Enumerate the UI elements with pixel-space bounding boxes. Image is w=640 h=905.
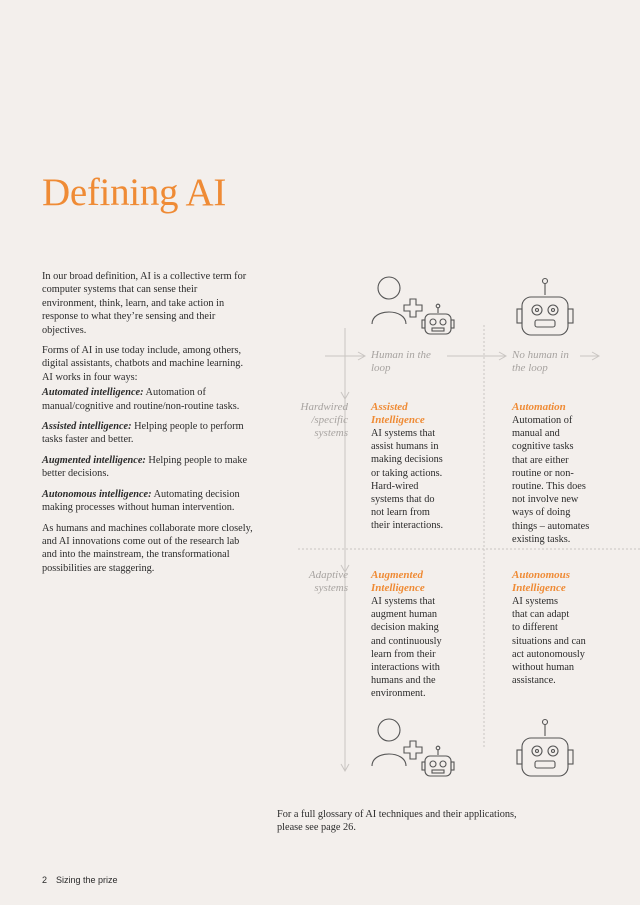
- cell-automation: [512, 401, 589, 546]
- row-label-adaptive: Adaptive systems: [308, 569, 348, 594]
- column-label-no-human: No human in the loop: [512, 349, 569, 374]
- definition-text: Helping people to make better decisions.: [42, 454, 248, 480]
- column-label-human-in-loop: Human in the loop: [371, 349, 431, 374]
- human-with-robot-icon: [368, 714, 458, 784]
- definition-term: Assisted intelligence:: [42, 421, 132, 433]
- page-title: Defining AI: [42, 171, 227, 214]
- glossary-footnote: For a full glossary of AI techniques and their applications, please see page 26.: [277, 809, 517, 834]
- cell-title: Augmented Intelligence: [371, 569, 425, 594]
- robot-icon: [510, 716, 580, 786]
- definition-term: Augmented intelligence:: [42, 454, 146, 466]
- cell-body: Automation of manual and cognitive tasks that are either routine or non- routine. This does not involve new ways of doing things – automates existing tasks.: [512, 415, 590, 545]
- intro-paragraph: Forms of AI in use today include, among others, digital assistants, chatbots and machine learning. AI works in four ways:: [42, 345, 244, 383]
- definition-text: Automating decision making processes without human intervention.: [42, 488, 240, 514]
- intro-paragraph: As humans and machines collaborate more closely, and AI innovations come out of the research lab and into the mainstream, the transformational possibilities are staggering.: [42, 522, 253, 574]
- robot-icon: [510, 275, 580, 345]
- definition-term: Automated intelligence:: [42, 387, 144, 399]
- cell-augmented-intelligence: [371, 569, 442, 701]
- page-number: 2: [42, 875, 48, 885]
- cell-title: Autonomous Intelligence: [512, 569, 571, 594]
- human-with-robot-icon: [368, 272, 458, 342]
- section-name: Sizing the prize: [56, 875, 118, 885]
- cell-autonomous-intelligence: [512, 569, 586, 687]
- row-label-hardwired: Hardwired /specific systems: [300, 401, 348, 439]
- page-footer: [42, 875, 127, 885]
- cell-title: Automation: [512, 401, 566, 413]
- intro-paragraph: In our broad definition, AI is a collective term for computer systems that can sense their environment, think, learn, and take action in response to what they’re sensing and their objectives.: [42, 271, 247, 336]
- definition-text: Helping people to perform tasks faster and better.: [42, 421, 244, 446]
- cell-assisted-intelligence: [371, 401, 443, 533]
- cell-body: AI systems that assist humans in making decisions or taking actions. Hard-wired systems that do not learn from their interactions.: [371, 428, 444, 532]
- cell-title: Assisted Intelligence: [371, 401, 425, 426]
- cell-body: AI systems that augment human decision making and continuously learn from their interactions with humans and the environment.: [371, 596, 442, 700]
- definition-term: Autonomous intelligence:: [42, 488, 152, 500]
- cell-body: AI systems that can adapt to different situations and can act autonomously without human assistance.: [512, 596, 586, 687]
- definition-text: Automation of manual/cognitive and routine/non-routine tasks.: [42, 387, 240, 412]
